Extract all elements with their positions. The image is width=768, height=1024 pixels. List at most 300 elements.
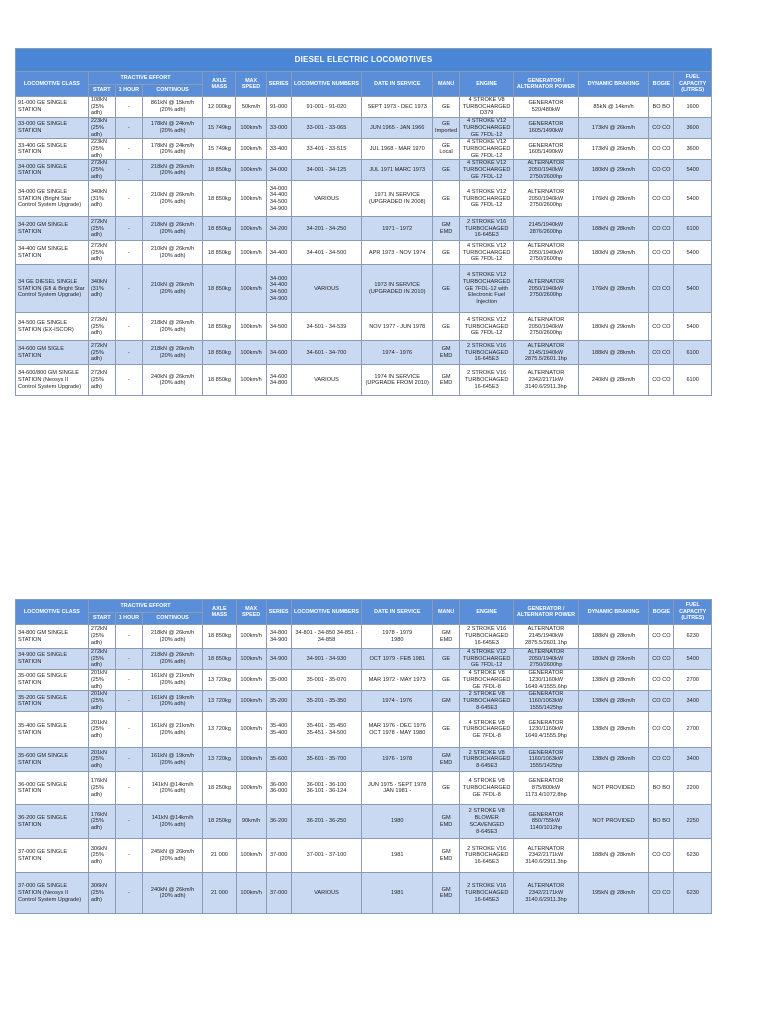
- cell-engine: 4 STROKE V12 TURBOCHAGED GE 7FDL-12: [460, 313, 514, 341]
- cell-max-speed: 100km/h: [236, 341, 266, 365]
- cell-start: 176kN (25% adh): [88, 805, 115, 839]
- cell-locomotive-numbers: 37-001 - 37-100: [291, 839, 362, 873]
- cell-max-speed: 100km/h: [236, 873, 266, 914]
- cell-start: 176kN (25% adh): [88, 772, 115, 805]
- cell-generator: GENERATOR 1605/1490kW: [514, 139, 578, 160]
- cell-locomotive-numbers: 35-601 - 35-700: [291, 748, 362, 772]
- cell-dynamic-braking: 180kN @ 29km/h: [578, 160, 649, 181]
- cell-generator: ALTERNATOR 2050/1940kW 2750/2600hp: [514, 649, 579, 670]
- cell-series: 34-800 34-900: [266, 625, 291, 649]
- cell-date-in-service: JUN 1975 - SEPT 1978 JAN 1981 -: [362, 772, 433, 805]
- cell-engine: 4 STROKE V12 TURBOCHARGED GE 7FDL-12: [460, 118, 514, 139]
- cell-date-in-service: 1974 - 1976: [362, 341, 433, 365]
- cell-bogie: CO CO: [649, 241, 674, 265]
- cell-locomotive-class: 34-600/800 GM SINGLE STATION (Neosys II Control System Upgrade): [16, 365, 89, 396]
- cell-start: 272kN (25% adh): [88, 341, 115, 365]
- cell-axle-mass: 18 250kg: [203, 772, 236, 805]
- cell-fuel-capacity: 6230: [674, 873, 712, 914]
- cell-one-hour: -: [115, 625, 142, 649]
- cell-max-speed: 100km/h: [236, 748, 266, 772]
- cell-engine: 4 STROKE V12 TURBOCHARGED GE 7FDL-12: [460, 241, 514, 265]
- cell-fuel-capacity: 2200: [674, 772, 712, 805]
- cell-continous: 210kN @ 26km/h (20% adh): [142, 181, 202, 217]
- cell-locomotive-class: 33-400 GE SINGLE STATION: [16, 139, 89, 160]
- table-row: [16, 670, 712, 691]
- cell-one-hour: -: [115, 341, 142, 365]
- cell-locomotive-class: 34-400 GM SINGLE STATION: [16, 241, 89, 265]
- cell-engine: 4 STROKE V8 TURBOCHARGED GE 7FDL-8: [460, 712, 514, 748]
- cell-locomotive-numbers: VARIOUS: [291, 873, 362, 914]
- cell-fuel-capacity: 2250: [674, 805, 712, 839]
- cell-axle-mass: 18 850kg: [203, 313, 236, 341]
- cell-start: 201kN (25% adh): [88, 748, 115, 772]
- table-row: [16, 181, 712, 217]
- table-row: [16, 139, 712, 160]
- cell-date-in-service: 1980: [362, 805, 433, 839]
- cell-fuel-capacity: 3400: [674, 691, 712, 712]
- cell-locomotive-numbers: 91-001 - 91-020: [291, 97, 362, 118]
- cell-axle-mass: 18 850kg: [203, 341, 236, 365]
- cell-series: 34-500: [266, 313, 291, 341]
- cell-manu: GE: [433, 241, 460, 265]
- cell-start: 340kN (31% adh): [88, 181, 115, 217]
- cell-start: 223kN (25% adh): [88, 139, 115, 160]
- cell-axle-mass: 18 850kg: [203, 365, 236, 396]
- cell-date-in-service: SEPT 1973 - DEC 1973: [362, 97, 433, 118]
- cell-max-speed: 100km/h: [236, 649, 266, 670]
- cell-start: 201kN (25% adh): [88, 691, 115, 712]
- cell-engine: 4 STROKE V12 TURBOCHARGED GE 7FDL-12: [460, 160, 514, 181]
- cell-bogie: CO CO: [649, 341, 674, 365]
- header-tractive-effort: TRACTIVE EFFORT: [88, 600, 202, 613]
- cell-generator: GENERATOR 850/755kW 1140/1012hp: [514, 805, 579, 839]
- cell-date-in-service: 1974 IN SERVICE (UPGRADE FROM 2010): [362, 365, 433, 396]
- cell-locomotive-class: 34-500 GE SINGLE STATION (EX-ISCOR): [16, 313, 89, 341]
- cell-one-hour: -: [115, 748, 142, 772]
- cell-axle-mass: 13 720kg: [203, 748, 236, 772]
- cell-series: 34-200: [266, 217, 291, 241]
- cell-locomotive-numbers: 34-401 - 34-500: [291, 241, 362, 265]
- cell-generator: GENERATOR 520/480kW: [514, 97, 578, 118]
- cell-max-speed: 100km/h: [236, 217, 266, 241]
- cell-max-speed: 50km/h: [236, 97, 266, 118]
- cell-manu: GM EMD: [433, 873, 460, 914]
- cell-bogie: CO CO: [649, 365, 674, 396]
- cell-continous: 218kN @ 26km/h (20% adh): [142, 217, 202, 241]
- cell-series: 35-200: [266, 691, 291, 712]
- cell-manu: GM: [433, 691, 460, 712]
- header-continous: CONTINOUS: [142, 85, 202, 97]
- cell-fuel-capacity: 3600: [674, 118, 712, 139]
- cell-axle-mass: 12 000kg: [203, 97, 236, 118]
- cell-start: 272kN (25% adh): [88, 217, 115, 241]
- cell-max-speed: 90km/h: [236, 805, 266, 839]
- header-manu: MANU: [433, 72, 460, 97]
- table-row: [16, 341, 712, 365]
- table-row: [16, 839, 712, 873]
- cell-continous: 240kN @ 26km/h (20% adh): [142, 365, 202, 396]
- cell-engine: 4 STROKE V12 TURBOCHARGED GE 7FDL-12: [460, 139, 514, 160]
- cell-locomotive-numbers: 35-401 - 35-450 35-451 - 34-500: [291, 712, 362, 748]
- cell-locomotive-class: 34-200 GM SINGLE STATION: [16, 217, 89, 241]
- cell-locomotive-numbers: 34-901 - 34-930: [291, 649, 362, 670]
- cell-axle-mass: 13 720kg: [203, 712, 236, 748]
- cell-dynamic-braking: NOT PROVIDED: [578, 805, 649, 839]
- header-bogie: BOGIE: [649, 72, 674, 97]
- cell-engine: 2 STROKE V8 TURBOCHARGED 8-645E3: [460, 691, 514, 712]
- cell-fuel-capacity: 6100: [674, 341, 712, 365]
- table-title: DIESEL ELECTRIC LOCOMOTIVES: [16, 49, 712, 72]
- cell-continous: 210kN @ 26km/h (20% adh): [142, 265, 202, 313]
- header-continous: CONTINOUS: [142, 613, 202, 625]
- cell-start: 272kN (25% adh): [88, 313, 115, 341]
- cell-locomotive-class: 36-200 GE SINGLE STATION: [16, 805, 89, 839]
- cell-bogie: BO BO: [649, 772, 674, 805]
- table-row: [16, 160, 712, 181]
- locomotive-table-2: [15, 599, 712, 914]
- cell-bogie: CO CO: [649, 649, 674, 670]
- cell-series: 34-000 34-400 34-500 34-900: [266, 181, 291, 217]
- cell-locomotive-class: 34 GE DIESEL SINGLE STATION (Efi & Bright Star Control System Upgrade): [16, 265, 89, 313]
- cell-locomotive-numbers: VARIOUS: [291, 181, 362, 217]
- cell-fuel-capacity: 6100: [674, 365, 712, 396]
- cell-bogie: BO BO: [649, 805, 674, 839]
- cell-date-in-service: MAR 1972 - MAY 1973: [362, 670, 433, 691]
- cell-manu: GM EMD: [433, 365, 460, 396]
- cell-bogie: CO CO: [649, 873, 674, 914]
- cell-generator: GENERATOR 1230/1160kW 1649.4/1555.6hp: [514, 670, 579, 691]
- cell-manu: GE: [433, 97, 460, 118]
- cell-generator: ALTERNATOR 2145/1940kW 2875.5/2601.1hp: [514, 625, 579, 649]
- table-row: [16, 625, 712, 649]
- cell-fuel-capacity: 3600: [674, 139, 712, 160]
- cell-dynamic-braking: 173kN @ 26km/h: [578, 118, 649, 139]
- cell-engine: 2 STROKE V16 TURBOCHAGED 16-645E3: [460, 217, 514, 241]
- cell-manu: GE: [433, 712, 460, 748]
- cell-generator: GENERATOR 1160/1063kW 1555/1425hp: [514, 748, 579, 772]
- cell-series: 34-400: [266, 241, 291, 265]
- cell-continous: 218kN @ 26km/h (20% adh): [142, 625, 202, 649]
- cell-fuel-capacity: 2700: [674, 712, 712, 748]
- cell-max-speed: 100km/h: [236, 160, 266, 181]
- cell-generator: GENERATOR 1160/1063kW 1555/1425hp: [514, 691, 579, 712]
- cell-axle-mass: 18 850kg: [203, 160, 236, 181]
- cell-dynamic-braking: NOT PROVIDED: [578, 772, 649, 805]
- header-start: START: [88, 613, 115, 625]
- cell-one-hour: -: [115, 265, 142, 313]
- cell-axle-mass: 15 749kg: [203, 139, 236, 160]
- cell-bogie: CO CO: [649, 160, 674, 181]
- cell-generator: ALTERNATOR 2342/2171kW 3140.6/2911.3hp: [514, 873, 579, 914]
- cell-max-speed: 100km/h: [236, 691, 266, 712]
- table-row: [16, 118, 712, 139]
- cell-locomotive-numbers: 35-001 - 35-070: [291, 670, 362, 691]
- cell-one-hour: -: [115, 649, 142, 670]
- header-tractive-effort: TRACTIVE EFFORT: [88, 72, 202, 85]
- cell-fuel-capacity: 5400: [674, 265, 712, 313]
- header-dynamic-braking: DYNAMIC BRAKING: [578, 600, 649, 625]
- cell-locomotive-numbers: 35-201 - 35-350: [291, 691, 362, 712]
- header-engine: ENGINE: [460, 600, 514, 625]
- cell-date-in-service: OCT 1979 - FEB 1981: [362, 649, 433, 670]
- cell-continous: 218kN @ 26km/h (20% adh): [142, 649, 202, 670]
- cell-engine: 4 STROKE V12 TURBOCHARGED GE 7FDL-12: [460, 181, 514, 217]
- cell-engine: 4 STROKE V8 TURBOCHARGED D379: [460, 97, 514, 118]
- cell-axle-mass: 18 850kg: [203, 217, 236, 241]
- cell-continous: 861kN @ 15km/h (20% adh): [142, 97, 202, 118]
- table-row: [16, 649, 712, 670]
- cell-start: 272kN (25% adh): [88, 241, 115, 265]
- cell-continous: 161kN @ 21km/h (20% adh): [142, 712, 202, 748]
- cell-dynamic-braking: 180kN @ 29km/h: [578, 241, 649, 265]
- cell-one-hour: -: [115, 181, 142, 217]
- cell-fuel-capacity: 2700: [674, 670, 712, 691]
- cell-generator: ALTERNATOR 2145/1940kW 2875.5/2601.1hp: [514, 341, 578, 365]
- cell-dynamic-braking: 180kN @ 29km/h: [578, 313, 649, 341]
- cell-start: 306kN (25% adh): [88, 873, 115, 914]
- cell-one-hour: -: [115, 365, 142, 396]
- cell-engine: 2 STROKE V8 BLOWER SCAVENGED 8-645E3: [460, 805, 514, 839]
- cell-manu: GE Local: [433, 139, 460, 160]
- cell-continous: 161kN @ 19km/h (20% adh): [142, 748, 202, 772]
- cell-bogie: CO CO: [649, 625, 674, 649]
- table-row: [16, 805, 712, 839]
- cell-dynamic-braking: 188kN @ 28km/h: [578, 625, 649, 649]
- cell-date-in-service: NOV 1977 - JUN 1978: [362, 313, 433, 341]
- header-fuel-capacity: FUEL CAPACITY (LITRES): [674, 600, 712, 625]
- header-series: SERIES: [266, 600, 291, 625]
- cell-fuel-capacity: 1600: [674, 97, 712, 118]
- cell-series: 35-600: [266, 748, 291, 772]
- cell-date-in-service: APR 1973 - NOV 1974: [362, 241, 433, 265]
- cell-fuel-capacity: 5400: [674, 649, 712, 670]
- cell-one-hour: -: [115, 139, 142, 160]
- cell-max-speed: 100km/h: [236, 712, 266, 748]
- cell-continous: 218kN @ 26km/h (20% adh): [142, 341, 202, 365]
- cell-start: 340kN (31% adh): [88, 265, 115, 313]
- cell-engine: 4 STROKE V12 TURBOCHARGED GE 7FDL-12 with Electronic Fuel Injection: [460, 265, 514, 313]
- cell-generator: GENERATOR 875/800kW 1173.4/1072.8hp: [514, 772, 579, 805]
- cell-start: 223kN (25% adh): [88, 118, 115, 139]
- cell-manu: GE: [433, 772, 460, 805]
- table-row: [16, 313, 712, 341]
- cell-engine: 2 STROKE V16 TURBOCHAGED 16-645E3: [460, 365, 514, 396]
- cell-locomotive-class: 35-600 GM SINGLE STATION: [16, 748, 89, 772]
- cell-generator: ALTERNATOR 2050/1940kW 2750/2600hp: [514, 313, 578, 341]
- cell-locomotive-class: 35-200 GE SINGLE STATION: [16, 691, 89, 712]
- cell-one-hour: -: [115, 805, 142, 839]
- cell-date-in-service: 1981: [362, 839, 433, 873]
- cell-start: 272kN (25% adh): [88, 649, 115, 670]
- cell-manu: GM EMD: [433, 748, 460, 772]
- header-dynamic-braking: DYNAMIC BRAKING: [578, 72, 649, 97]
- cell-date-in-service: 1976 - 1978: [362, 748, 433, 772]
- header-generator: GENERATOR / ALTERNATOR POWER: [514, 600, 579, 625]
- cell-one-hour: -: [115, 670, 142, 691]
- cell-fuel-capacity: 5400: [674, 160, 712, 181]
- cell-one-hour: -: [115, 691, 142, 712]
- cell-start: 272kN (25% adh): [88, 625, 115, 649]
- header-date-in-service: DATE IN SERVICE: [362, 72, 433, 97]
- cell-manu: GE: [433, 670, 460, 691]
- cell-locomotive-class: 35-400 GE SINGLE STATION: [16, 712, 89, 748]
- header-bogie: BOGIE: [649, 600, 674, 625]
- table-row: [16, 772, 712, 805]
- cell-dynamic-braking: 240kN @ 28km/h: [578, 365, 649, 396]
- cell-series: 33-400: [266, 139, 291, 160]
- cell-max-speed: 100km/h: [236, 839, 266, 873]
- cell-fuel-capacity: 6230: [674, 625, 712, 649]
- header-max-speed: MAX SPEED: [236, 600, 266, 625]
- cell-max-speed: 100km/h: [236, 181, 266, 217]
- cell-one-hour: -: [115, 217, 142, 241]
- cell-axle-mass: 18 850kg: [203, 649, 236, 670]
- cell-fuel-capacity: 6100: [674, 217, 712, 241]
- cell-locomotive-numbers: 34-801 - 34-850 34-851 - 34-858: [291, 625, 362, 649]
- cell-date-in-service: 1971 IN SERVICE (UPGRADED IN 2008): [362, 181, 433, 217]
- cell-start: 108kN (25% adh): [88, 97, 115, 118]
- cell-locomotive-class: 35-000 GE SINGLE STATION: [16, 670, 89, 691]
- cell-axle-mass: 18 850kg: [203, 181, 236, 217]
- cell-generator: GENERATOR 1605/1490kW: [514, 118, 578, 139]
- cell-date-in-service: 1973 IN SERVICE (UPGRADED IN 2010): [362, 265, 433, 313]
- cell-generator: GENERATOR 1230/1160kW 1649.4/1555.9hp: [514, 712, 579, 748]
- cell-axle-mass: 18 250kg: [203, 805, 236, 839]
- cell-dynamic-braking: 188kN @ 28km/h: [578, 217, 649, 241]
- header-locomotive-class: LOCOMOTIVE CLASS: [16, 72, 89, 97]
- header-manu: MANU: [433, 600, 460, 625]
- cell-locomotive-class: 34-600 GM SIGLE STATION: [16, 341, 89, 365]
- header-engine: ENGINE: [460, 72, 514, 97]
- cell-engine: 2 STROKE V16 TURBOCHAGED 16-645E3: [460, 625, 514, 649]
- cell-bogie: CO CO: [649, 313, 674, 341]
- cell-fuel-capacity: 5400: [674, 313, 712, 341]
- cell-locomotive-numbers: 34-601 - 34-700: [291, 341, 362, 365]
- cell-continous: 210kN @ 26km/h (20% adh): [142, 241, 202, 265]
- cell-engine: 2 STROKE V8 TURBOCHARGED 8-645E3: [460, 748, 514, 772]
- table-row: [16, 217, 712, 241]
- cell-series: 35-000: [266, 670, 291, 691]
- header-date-in-service: DATE IN SERVICE: [362, 600, 433, 625]
- cell-continous: 218kN @ 26km/h (20% adh): [142, 160, 202, 181]
- cell-start: 306kN (25% adh): [88, 839, 115, 873]
- table-row: [16, 873, 712, 914]
- cell-series: 36-200: [266, 805, 291, 839]
- cell-bogie: CO CO: [649, 748, 674, 772]
- cell-locomotive-numbers: 33-001 - 33-065: [291, 118, 362, 139]
- cell-locomotive-numbers: 34-501 - 34-539: [291, 313, 362, 341]
- cell-one-hour: -: [115, 118, 142, 139]
- cell-generator: ALTERNATOR 2342/2171kW 3140.6/2911.3hp: [514, 365, 578, 396]
- cell-axle-mass: 13 720kg: [203, 691, 236, 712]
- cell-max-speed: 100km/h: [236, 625, 266, 649]
- cell-dynamic-braking: 138kN @ 28km/h: [578, 670, 649, 691]
- cell-axle-mass: 21 000: [203, 839, 236, 873]
- cell-dynamic-braking: 180kN @ 29km/h: [578, 649, 649, 670]
- cell-max-speed: 100km/h: [236, 670, 266, 691]
- header-locomotive-numbers: LOCOMOTIVE NUMBERS: [291, 600, 362, 625]
- cell-generator: ALTERNATOR 2050/1940kW 2750/2600hp: [514, 241, 578, 265]
- cell-max-speed: 100km/h: [236, 241, 266, 265]
- cell-fuel-capacity: 3400: [674, 748, 712, 772]
- cell-manu: GM EMD: [433, 625, 460, 649]
- locomotive-table-1: [15, 48, 712, 396]
- cell-bogie: CO CO: [649, 265, 674, 313]
- cell-start: 272kN (25% adh): [88, 160, 115, 181]
- cell-bogie: CO CO: [649, 691, 674, 712]
- cell-continous: 178kN @ 24km/h (20% adh): [142, 139, 202, 160]
- header-start: START: [88, 85, 115, 97]
- cell-series: 37-000: [266, 839, 291, 873]
- cell-max-speed: 100km/h: [236, 118, 266, 139]
- cell-locomotive-class: 37-000 GE SINGLE STATION (Neosys II Control System Upgrade): [16, 873, 89, 914]
- table-row: [16, 265, 712, 313]
- cell-max-speed: 100km/h: [236, 313, 266, 341]
- header-fuel-capacity: FUEL CAPACITY (LITRES): [674, 72, 712, 97]
- cell-date-in-service: JUN 1965 - JAN 1966: [362, 118, 433, 139]
- cell-continous: 240kN @ 26km/h (20% adh): [142, 873, 202, 914]
- cell-axle-mass: 18 850kg: [203, 241, 236, 265]
- cell-continous: 161kN @ 21km/h (20% adh): [142, 670, 202, 691]
- cell-date-in-service: 1981: [362, 873, 433, 914]
- cell-one-hour: -: [115, 839, 142, 873]
- cell-bogie: CO CO: [649, 118, 674, 139]
- cell-start: 201kN (25% adh): [88, 712, 115, 748]
- cell-series: 34-000 34-400 34-500 34-900: [266, 265, 291, 313]
- header-one-hour: 1 HOUR: [115, 613, 142, 625]
- cell-manu: GE Imported: [433, 118, 460, 139]
- cell-continous: 141kN @14km/h (20% adh): [142, 772, 202, 805]
- cell-locomotive-numbers: 36-001 - 36-100 36-101 - 36-124: [291, 772, 362, 805]
- cell-generator: ALTERNATOR 2050/1940kW 2750/2600hp: [514, 265, 578, 313]
- cell-series: 34-600 34-800: [266, 365, 291, 396]
- cell-engine: 4 STROKE V12 TURBOCHARGED GE 7FDL-12: [460, 649, 514, 670]
- cell-locomotive-numbers: VARIOUS: [291, 365, 362, 396]
- cell-date-in-service: JUL 1971 MARC 1973: [362, 160, 433, 181]
- cell-bogie: BO BO: [649, 97, 674, 118]
- cell-locomotive-class: 36-000 GE SINGLE STATION: [16, 772, 89, 805]
- table-row: [16, 241, 712, 265]
- cell-generator: ALTERNATOR 2050/1940kW 2750/2600hp: [514, 181, 578, 217]
- cell-bogie: CO CO: [649, 712, 674, 748]
- cell-locomotive-class: 91-000 GE SINGLE STATION: [16, 97, 89, 118]
- cell-continous: 245kN @ 26km/h (20% adh): [142, 839, 202, 873]
- cell-axle-mass: 21 000: [203, 873, 236, 914]
- cell-continous: 141kN @14km/h (20% adh): [142, 805, 202, 839]
- cell-bogie: CO CO: [649, 217, 674, 241]
- header-one-hour: 1 HOUR: [115, 85, 142, 97]
- cell-date-in-service: MAR 1976 - DEC 1976 OCT 1978 - MAY 1980: [362, 712, 433, 748]
- cell-engine: 4 STROKE V8 TURBOCHARGED GE 7FDL-8: [460, 772, 514, 805]
- cell-manu: GM EMD: [433, 839, 460, 873]
- cell-dynamic-braking: 138kN @ 28km/h: [578, 712, 649, 748]
- cell-locomotive-numbers: 34-201 - 34-250: [291, 217, 362, 241]
- cell-locomotive-numbers: 36-201 - 36-250: [291, 805, 362, 839]
- cell-locomotive-class: 34-800 GM SINGLE STATION: [16, 625, 89, 649]
- cell-engine: 2 STROKE V16 TURBOCHAGED 16-645E3: [460, 839, 514, 873]
- cell-max-speed: 100km/h: [236, 139, 266, 160]
- cell-manu: GE: [433, 313, 460, 341]
- table-row: [16, 97, 712, 118]
- cell-axle-mass: 18 850kg: [203, 625, 236, 649]
- table-row: [16, 712, 712, 748]
- cell-series: 34-600: [266, 341, 291, 365]
- header-axle-mass: AXLE MASS: [203, 600, 236, 625]
- cell-manu: GE: [433, 649, 460, 670]
- header-max-speed: MAX SPEED: [236, 72, 266, 97]
- cell-series: 34-900: [266, 649, 291, 670]
- cell-one-hour: -: [115, 712, 142, 748]
